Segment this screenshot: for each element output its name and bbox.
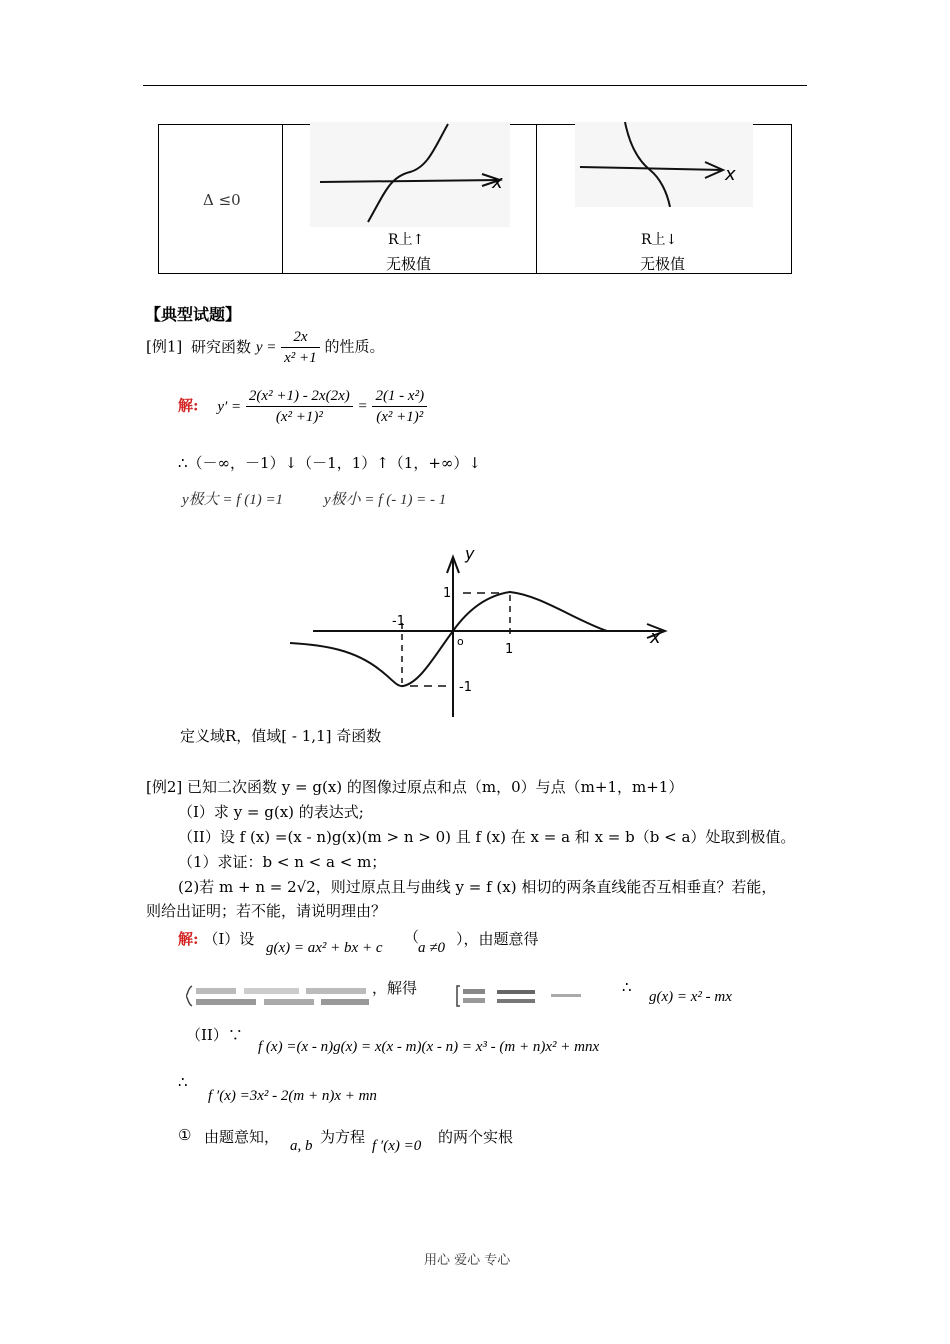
circle-number-1: ①	[178, 1126, 192, 1144]
col2-trend: R上↓	[641, 232, 678, 248]
fx-expansion: f (x) =(x - n)g(x) = x(x - m)(x - n) = x³ - (m + n)x² + mnx	[258, 1039, 600, 1055]
graph-label-m1-y: -1	[459, 680, 472, 695]
monotone-intervals: ∴（－∞，－1）↓（－1，1）↑（1，+∞）↓	[178, 454, 481, 472]
sol-line1-a: （I）设	[203, 930, 255, 948]
deriv-equals: =	[357, 398, 368, 415]
sol-line1-c: （	[404, 928, 420, 946]
col1-note: 无极值	[386, 255, 432, 273]
graph-label-1-y: 1	[443, 586, 452, 601]
deriv-num-1: 2(x² +1) - 2x(2x)	[246, 386, 353, 407]
last-text-a: 由题意知，	[204, 1128, 280, 1146]
sol-line1-e: ），由题意得	[456, 930, 539, 948]
page-footer: 用心 爱心 专心	[424, 1253, 511, 1268]
example2-line6: 则给出证明；若不能，请说明理由？	[146, 902, 387, 920]
deriv-fraction-2	[372, 386, 427, 427]
example2-line4: （1）求证：b < n < a < m；	[178, 853, 387, 871]
graph-origin: o	[457, 635, 464, 648]
example1-func-den: x² +1	[284, 350, 317, 366]
example1-text-before: 研究函数	[191, 337, 252, 356]
axis-label-x-2: x	[725, 164, 736, 185]
domain-range-text: 定义域R，值域[ - 1,1] 奇函数	[180, 727, 382, 745]
decreasing-curve-graph	[575, 122, 753, 207]
function-graph	[285, 545, 675, 720]
graph-label-m1-x: -1	[392, 614, 405, 629]
jiede-text: ，解得	[372, 979, 418, 997]
graph-x-label: x	[650, 627, 661, 648]
example1-label: [例1]	[146, 337, 183, 356]
min-value: y极小 = f (- 1) = - 1	[324, 492, 447, 508]
deriv-lhs: y′ =	[217, 398, 242, 415]
sol-line1-d: a ≠0	[418, 940, 445, 956]
fprime-expression: f ′(x) =3x² - 2(m + n)x + mn	[208, 1088, 377, 1104]
therefore-2: ∴	[178, 1073, 188, 1091]
axis-label-x-1: x	[492, 172, 503, 193]
increasing-curve-graph	[310, 122, 510, 227]
section-title: 【典型试题】	[145, 305, 242, 324]
last-text-e: 的两个实根	[438, 1128, 514, 1146]
max-value: y极大 = f (1) =1	[182, 492, 284, 508]
example2-line2: （I）求 y = g(x) 的表达式;	[178, 803, 364, 821]
gx-result: g(x) = x² - mx	[649, 989, 732, 1005]
header-rule	[143, 85, 807, 86]
last-text-d: f ′(x) =0	[372, 1138, 422, 1154]
sol-line1-b: g(x) = ax² + bx + c	[266, 940, 383, 956]
example2-line3: （II）设 f (x) =(x - n)g(x)(m > n > 0) 且 f (x) 在 x = a 和 x = b（b < a）处取到极值。	[178, 828, 796, 846]
deriv-num-2: 2(1 - x²)	[372, 386, 427, 407]
example1-statement	[146, 327, 384, 368]
last-text-b: a, b	[290, 1138, 313, 1154]
graph-label-1-x: 1	[505, 642, 514, 657]
therefore-1: ∴	[622, 978, 632, 996]
col2-note: 无极值	[640, 255, 686, 273]
example2-solution-line1	[178, 928, 254, 949]
deriv-den-2: (x² +1)²	[376, 409, 424, 425]
example1-func-lhs: y =	[255, 339, 277, 356]
deriv-fraction-1	[246, 386, 353, 427]
deriv-den-1: (x² +1)²	[275, 409, 323, 425]
example1-func-fraction	[281, 327, 320, 368]
equation-system-blurred	[186, 982, 376, 1010]
last-text-c: 为方程	[320, 1128, 366, 1146]
solution-system-blurred	[455, 984, 585, 1008]
table-condition: Δ ≤0	[203, 191, 241, 209]
example2-line1: [例2] 已知二次函数 y = g(x) 的图像过原点和点（m，0）与点（m+1，m+1）	[146, 778, 684, 796]
example1-solution-label: 解:	[178, 396, 199, 415]
example2-solution-label: 解:	[178, 930, 199, 948]
col1-trend: R上↑	[388, 232, 425, 248]
example2-line5: (2)若 m + n = 2√2，则过原点且与曲线 y = f (x) 相切的两条直线能否互相垂直？若能，	[178, 878, 777, 896]
graph-y-label: y	[465, 545, 475, 563]
example1-text-after: 的性质。	[324, 337, 385, 356]
because-line: （II）∵	[186, 1026, 243, 1044]
example1-derivative	[178, 386, 427, 427]
example1-func-num: 2x	[281, 327, 320, 348]
